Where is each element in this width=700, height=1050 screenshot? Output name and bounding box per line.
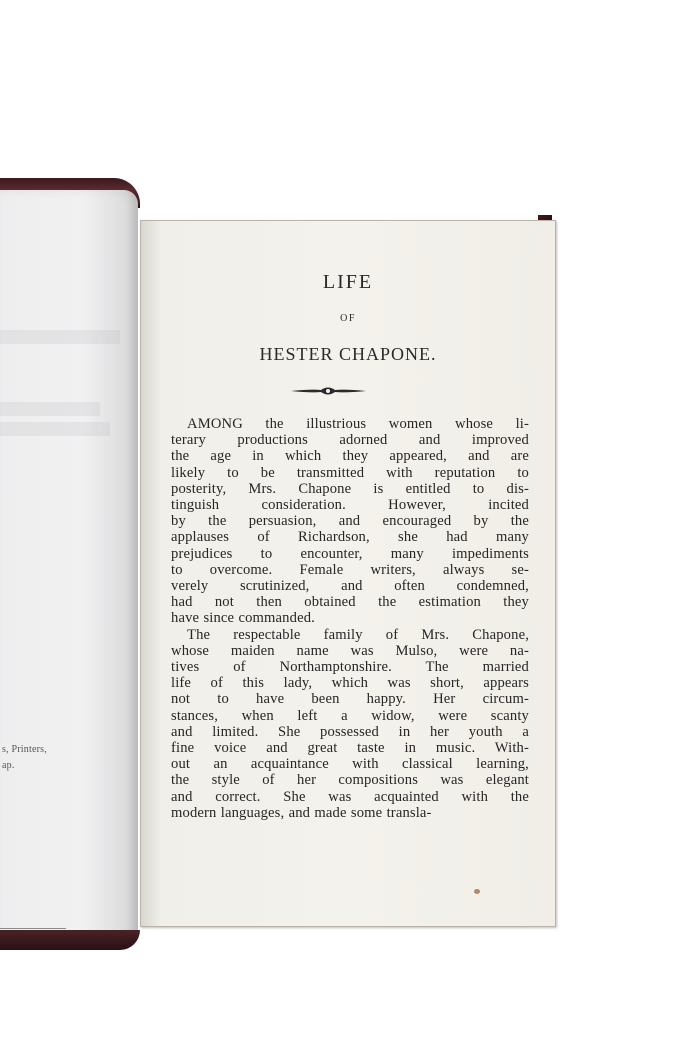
text-line: AMONG the illustrious women whose li- (187, 416, 529, 432)
text-line: and correct. She was acquainted with the (171, 788, 529, 805)
show-through-text (0, 330, 120, 344)
left-page (0, 190, 138, 938)
imprint-fragment-2: ap. (2, 760, 15, 771)
text-line: and limited. She possessed in her youth a (171, 723, 529, 740)
text-line: the age in which they appeared, and are (171, 448, 529, 465)
text-line: prejudices to encounter, many impediments (171, 545, 529, 562)
text-line: The respectable family of Mrs. Chapone, (187, 626, 529, 643)
page-subtitle: HESTER CHAPONE. (259, 344, 437, 364)
show-through-text (0, 402, 100, 416)
text-line: have since commanded. (171, 610, 315, 627)
right-page (140, 220, 556, 927)
imprint-fragment-1: s, Printers, (2, 744, 47, 755)
text-line: to overcome. Female writers, always se- (171, 561, 529, 578)
text-line: modern languages, and made some transla- (171, 804, 432, 821)
text-line: life of this lady, which was short, appears (171, 675, 529, 692)
title-connector: OF (340, 313, 356, 324)
text-line: verely scrutinized, and often condemned, (171, 578, 529, 595)
text-line: not to have been happy. Her circum- (171, 691, 529, 708)
show-through-text (0, 422, 110, 436)
text-line: terary productions adorned and improved (171, 432, 529, 449)
text-line: posterity, Mrs. Chapone is entitled to dis- (171, 480, 529, 497)
text-line: the style of her compositions was elegant (171, 772, 529, 789)
ornament-divider-icon (291, 384, 366, 398)
text-line: likely to be transmitted with reputation to (171, 464, 529, 481)
text-line: fine voice and great taste in music. With- (171, 740, 529, 757)
text-line: by the persuasion, and encouraged by the (171, 513, 529, 530)
text-line: had not then obtained the estimation they (171, 594, 529, 611)
body-text (171, 416, 529, 821)
page-title: LIFE (322, 271, 374, 293)
text-line: whose maiden name was Mulso, were na- (171, 642, 529, 659)
text-line: out an acquaintance with classical learning, (171, 756, 529, 773)
text-line: stances, when left a widow, were scanty (171, 707, 529, 724)
text-line: tinguish consideration. However, incited (171, 497, 529, 514)
text-line: applauses of Richardson, she had many (171, 529, 529, 546)
text-line: tives of Northamptonshire. The married (171, 659, 529, 676)
imprint-rule (0, 928, 66, 929)
book-cover-bottom-edge (0, 930, 140, 950)
paper-foxing-spot (474, 889, 480, 894)
